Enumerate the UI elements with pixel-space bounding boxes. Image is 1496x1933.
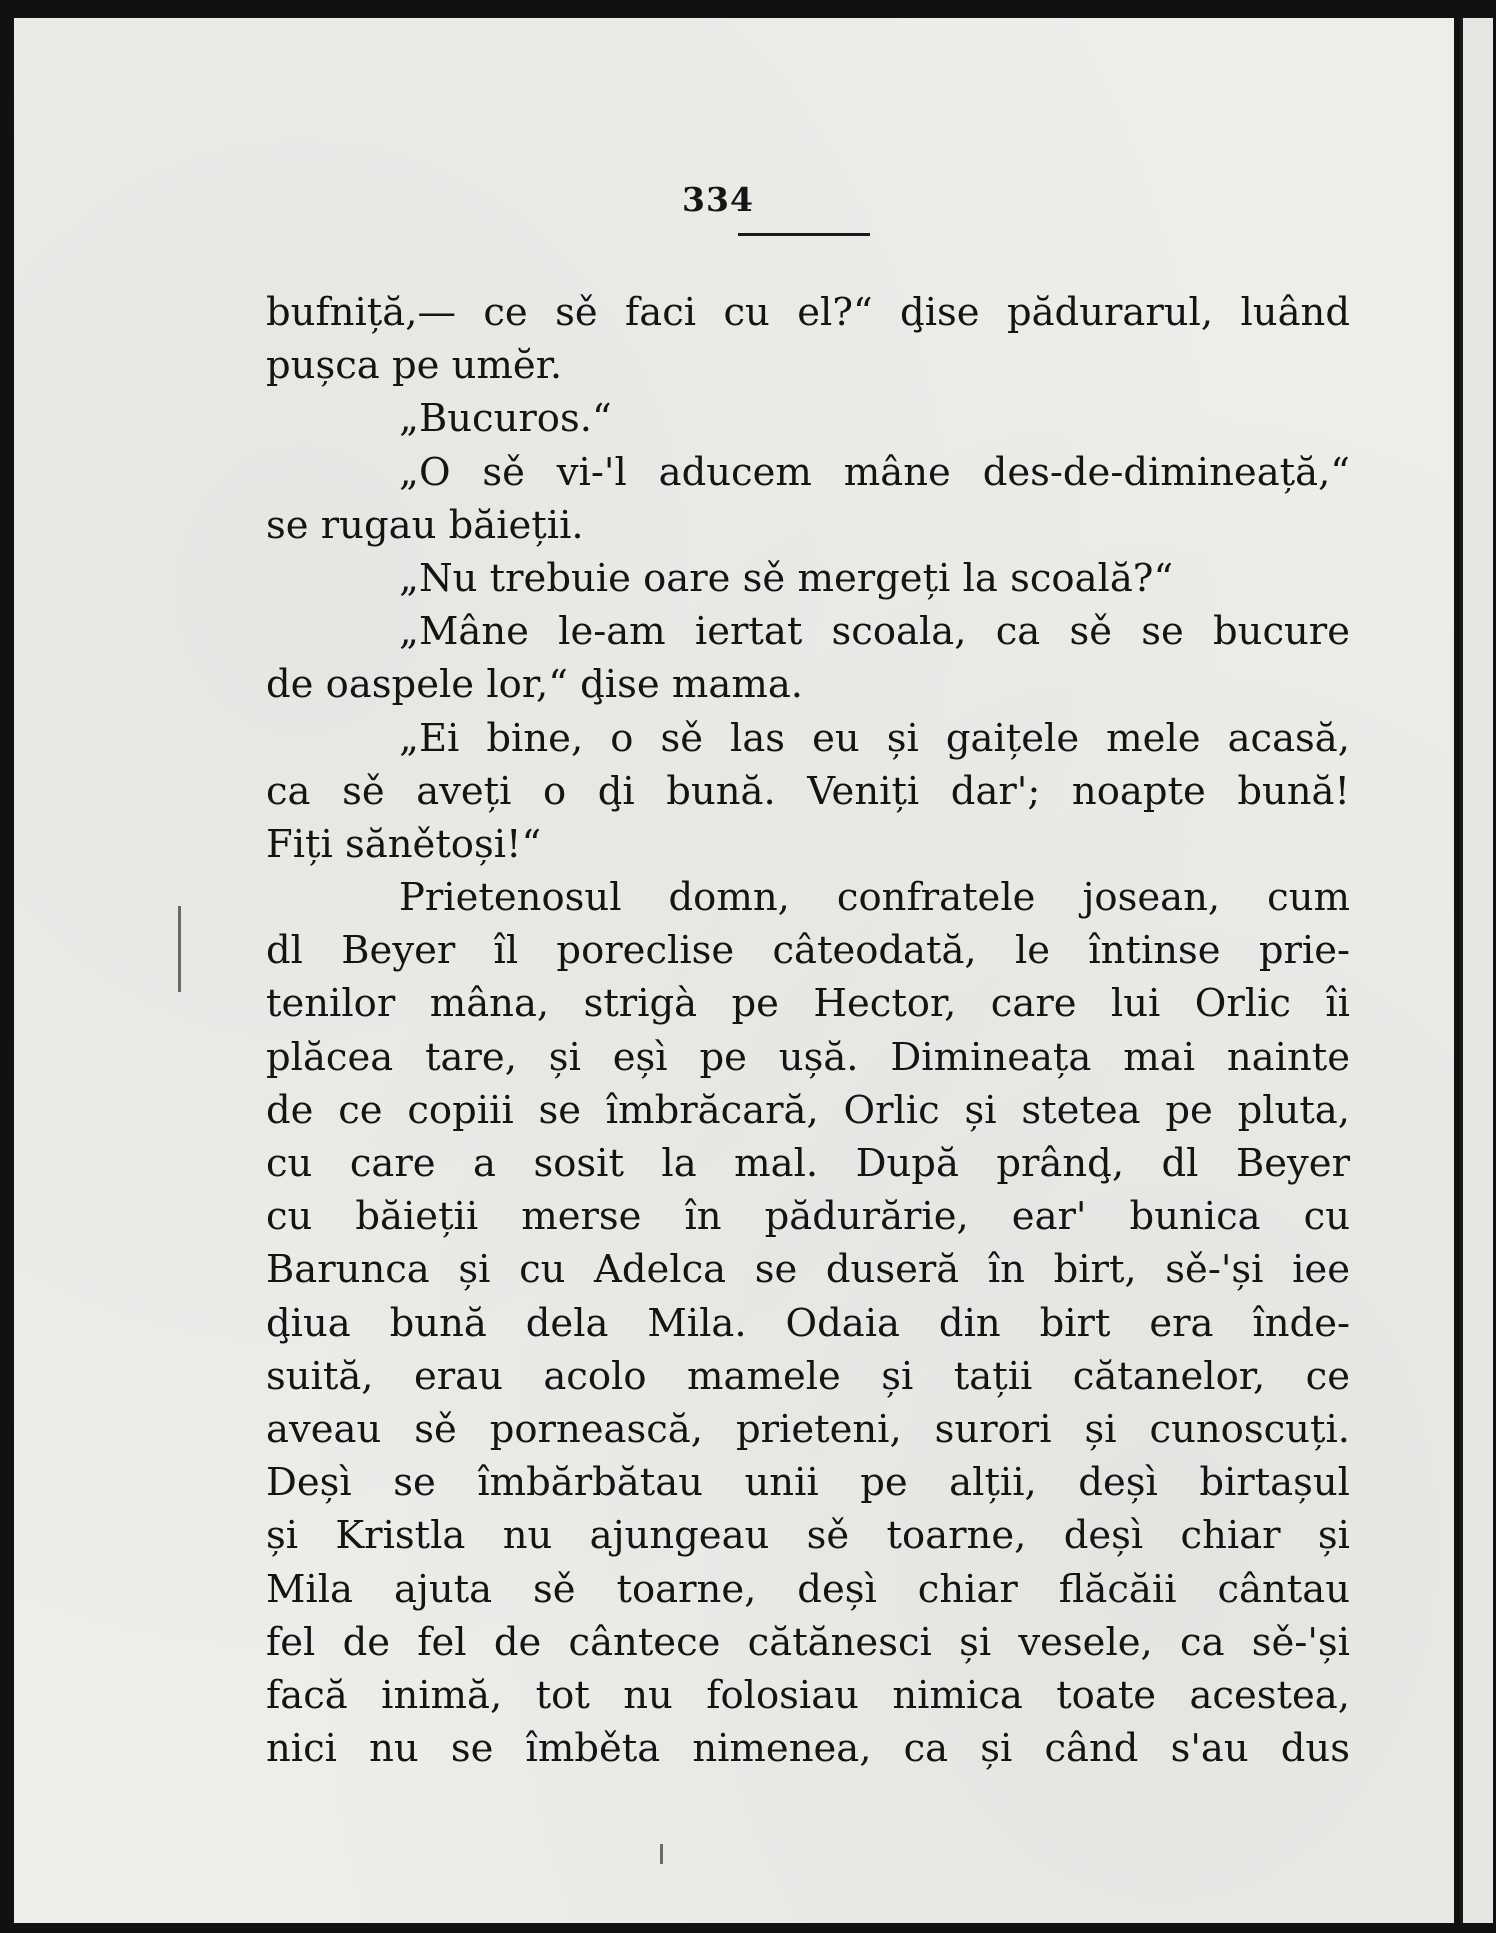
text-line: „O sě vi-'l aducem mâne des-de-dimineață,“ xyxy=(399,449,1350,495)
text-line: „Bucuros.“ xyxy=(399,396,612,442)
text-line: nici nu se îmběta nimenea, ca și când s'au dus xyxy=(266,1726,1350,1772)
margin-mark xyxy=(178,906,181,992)
text-line: de ce copiii se îmbrăcară, Orlic și stetea pe pluta, xyxy=(266,1087,1350,1133)
book-page xyxy=(14,18,1454,1923)
adjacent-page-edge xyxy=(1460,18,1493,1923)
text-line: plăcea tare, și eșì pe ușă. Dimineața mai nainte xyxy=(266,1034,1350,1080)
text-line: cu băieții merse în pădurărie, ear' bunica cu xyxy=(266,1194,1350,1240)
text-line: „Mâne le-am iertat scoala, ca sě se bucure xyxy=(399,609,1350,655)
text-line: bufniță,— ce sě faci cu el?“ ḑise pădurarul, luând xyxy=(266,290,1350,335)
text-line: tenilor mâna, strigà pe Hector, care lui Orlic îi xyxy=(266,981,1350,1027)
text-line: Fiți sănětoși!“ xyxy=(266,821,542,867)
text-line: suită, erau acolo mamele și tații cătanelor, ce xyxy=(266,1353,1350,1399)
text-line: „Nu trebuie oare sě mergeți la scoală?“ xyxy=(399,555,1174,601)
text-line: cu care a sosit la mal. După prânḑ, dl Beyer xyxy=(266,1141,1350,1186)
text-line: „Ei bine, o sě las eu și gaițele mele acasă, xyxy=(399,715,1350,761)
text-line: Deșì se îmbărbătau unii pe alții, deșì birtașul xyxy=(266,1460,1350,1506)
text-line: Prietenosul domn, confratele josean, cum xyxy=(399,875,1350,921)
page-number-rule xyxy=(738,233,870,236)
page-number: 334 xyxy=(682,180,754,219)
text-line: fel de fel de cântece cătănesci și vesele, ca sě-'și xyxy=(266,1619,1350,1665)
text-line: ca sě aveți o ḑi bună. Veniți dar'; noapte bună! xyxy=(266,768,1350,814)
text-line: dl Beyer îl poreclise câteodată, le întinse prie- xyxy=(266,928,1350,974)
text-line: facă inimă, tot nu folosiau nimica toate acestea, xyxy=(266,1672,1350,1718)
text-line: de oaspele lor,“ ḑise mama. xyxy=(266,662,804,708)
body-text xyxy=(266,286,1350,1775)
text-line: Barunca și cu Adelca se duseră în birt, sě-'și iee xyxy=(266,1247,1350,1293)
text-line: și Kristla nu ajungeau sě toarne, deșì chiar și xyxy=(266,1513,1350,1559)
text-line: Mila ajuta sě toarne, deșì chiar flăcăii cântau xyxy=(266,1566,1350,1612)
text-line: aveau sě pornească, prieteni, surori și cunoscuți. xyxy=(266,1406,1350,1452)
text-line: pușca pe umĕr. xyxy=(266,343,563,389)
text-line: se rugau băieții. xyxy=(266,502,584,548)
text-line: ḑiua bună dela Mila. Odaia din birt era înde- xyxy=(266,1300,1350,1346)
margin-mark xyxy=(660,1844,663,1864)
